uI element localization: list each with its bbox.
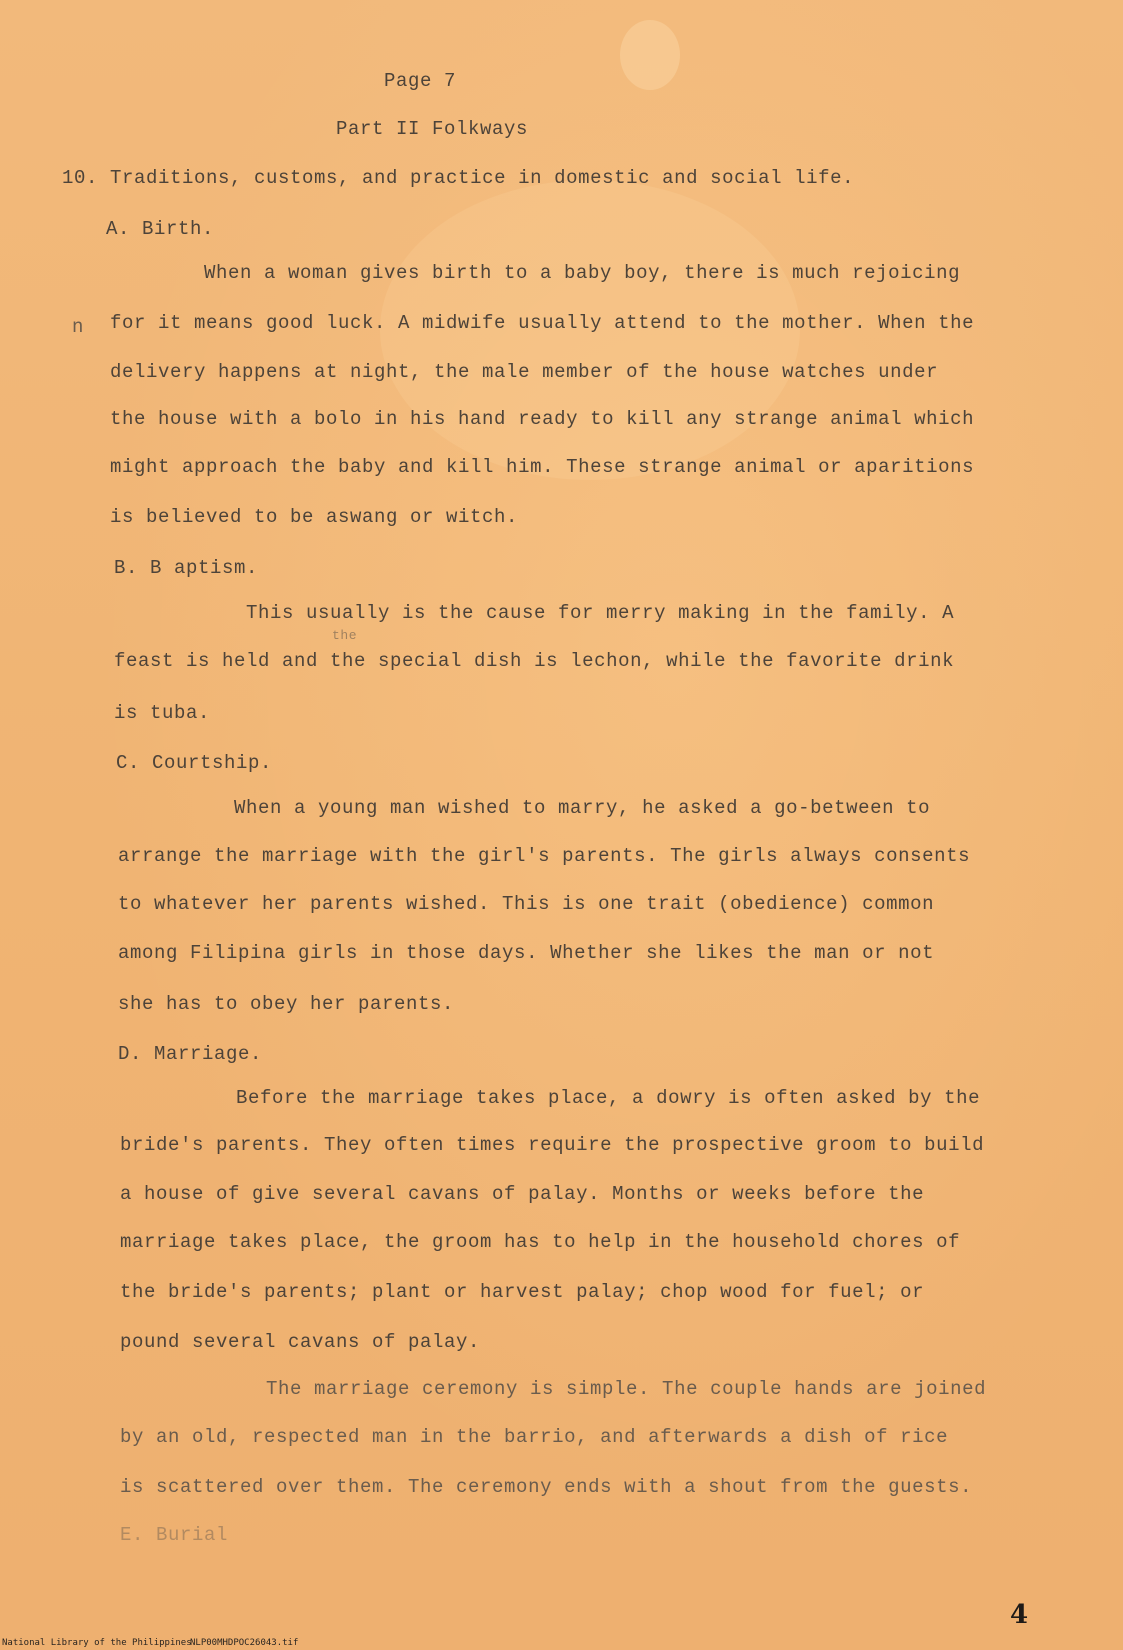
paragraph-line: is scattered over them. The ceremony ends with a shout from the guests. xyxy=(120,1476,973,1498)
paragraph-line: the house with a bolo in his hand ready to kill any strange animal which xyxy=(110,408,975,430)
file-caption: NLP00MHDPOC26043.tif xyxy=(190,1638,299,1648)
paragraph-line: she has to obey her parents. xyxy=(118,993,455,1015)
paragraph-line: is tuba. xyxy=(114,702,211,724)
paragraph-line: The marriage ceremony is simple. The couple hands are joined xyxy=(266,1378,987,1400)
section-heading-courtship: C. Courtship. xyxy=(116,752,273,774)
paragraph-line: pound several cavans of palay. xyxy=(120,1331,481,1353)
margin-mark: n xyxy=(72,316,85,338)
interlinear-correction: the xyxy=(332,628,358,643)
page-label: Page 7 xyxy=(384,70,457,92)
paragraph-line: is believed to be aswang or witch. xyxy=(110,506,519,528)
paragraph-line: This usually is the cause for merry making in the family. A xyxy=(246,602,955,624)
paper-smudge xyxy=(620,20,680,90)
paragraph-line: by an old, respected man in the barrio, and afterwards a dish of rice xyxy=(120,1426,949,1448)
paragraph-line: feast is held and the special dish is lechon, while the favorite drink xyxy=(114,650,955,672)
part-title: Part II Folkways xyxy=(336,118,529,140)
paragraph-line: arrange the marriage with the girl's parents. The girls always consents xyxy=(118,845,971,867)
paragraph-line: delivery happens at night, the male member of the house watches under xyxy=(110,361,939,383)
section-heading-marriage: D. Marriage. xyxy=(118,1043,263,1065)
paragraph-line: When a woman gives birth to a baby boy, there is much rejoicing xyxy=(204,262,961,284)
handwritten-page-number: 4 xyxy=(1010,1600,1029,1630)
paragraph-line: the bride's parents; plant or harvest palay; chop wood for fuel; or xyxy=(120,1281,925,1303)
paragraph-line: Before the marriage takes place, a dowry is often asked by the xyxy=(236,1087,981,1109)
paragraph-line: When a young man wished to marry, he asked a go-between to xyxy=(234,797,931,819)
paragraph-line: among Filipina girls in those days. Whether she likes the man or not xyxy=(118,942,935,964)
paragraph-line: a house of give several cavans of palay. Months or weeks before the xyxy=(120,1183,925,1205)
item-heading: 10. Traditions, customs, and practice in domestic and social life. xyxy=(62,167,855,189)
section-heading-birth: A. Birth. xyxy=(106,218,215,240)
library-caption: National Library of the Philippines xyxy=(2,1638,192,1648)
section-heading-baptism: B. B aptism. xyxy=(114,557,259,579)
paragraph-line: might approach the baby and kill him. These strange animal or aparitions xyxy=(110,456,975,478)
paragraph-line: to whatever her parents wished. This is one trait (obedience) common xyxy=(118,893,935,915)
paragraph-line: bride's parents. They often times require the prospective groom to build xyxy=(120,1134,985,1156)
paragraph-line: marriage takes place, the groom has to help in the household chores of xyxy=(120,1231,961,1253)
section-heading-burial: E. Burial xyxy=(120,1524,229,1546)
paragraph-line: for it means good luck. A midwife usually attend to the mother. When the xyxy=(110,312,975,334)
